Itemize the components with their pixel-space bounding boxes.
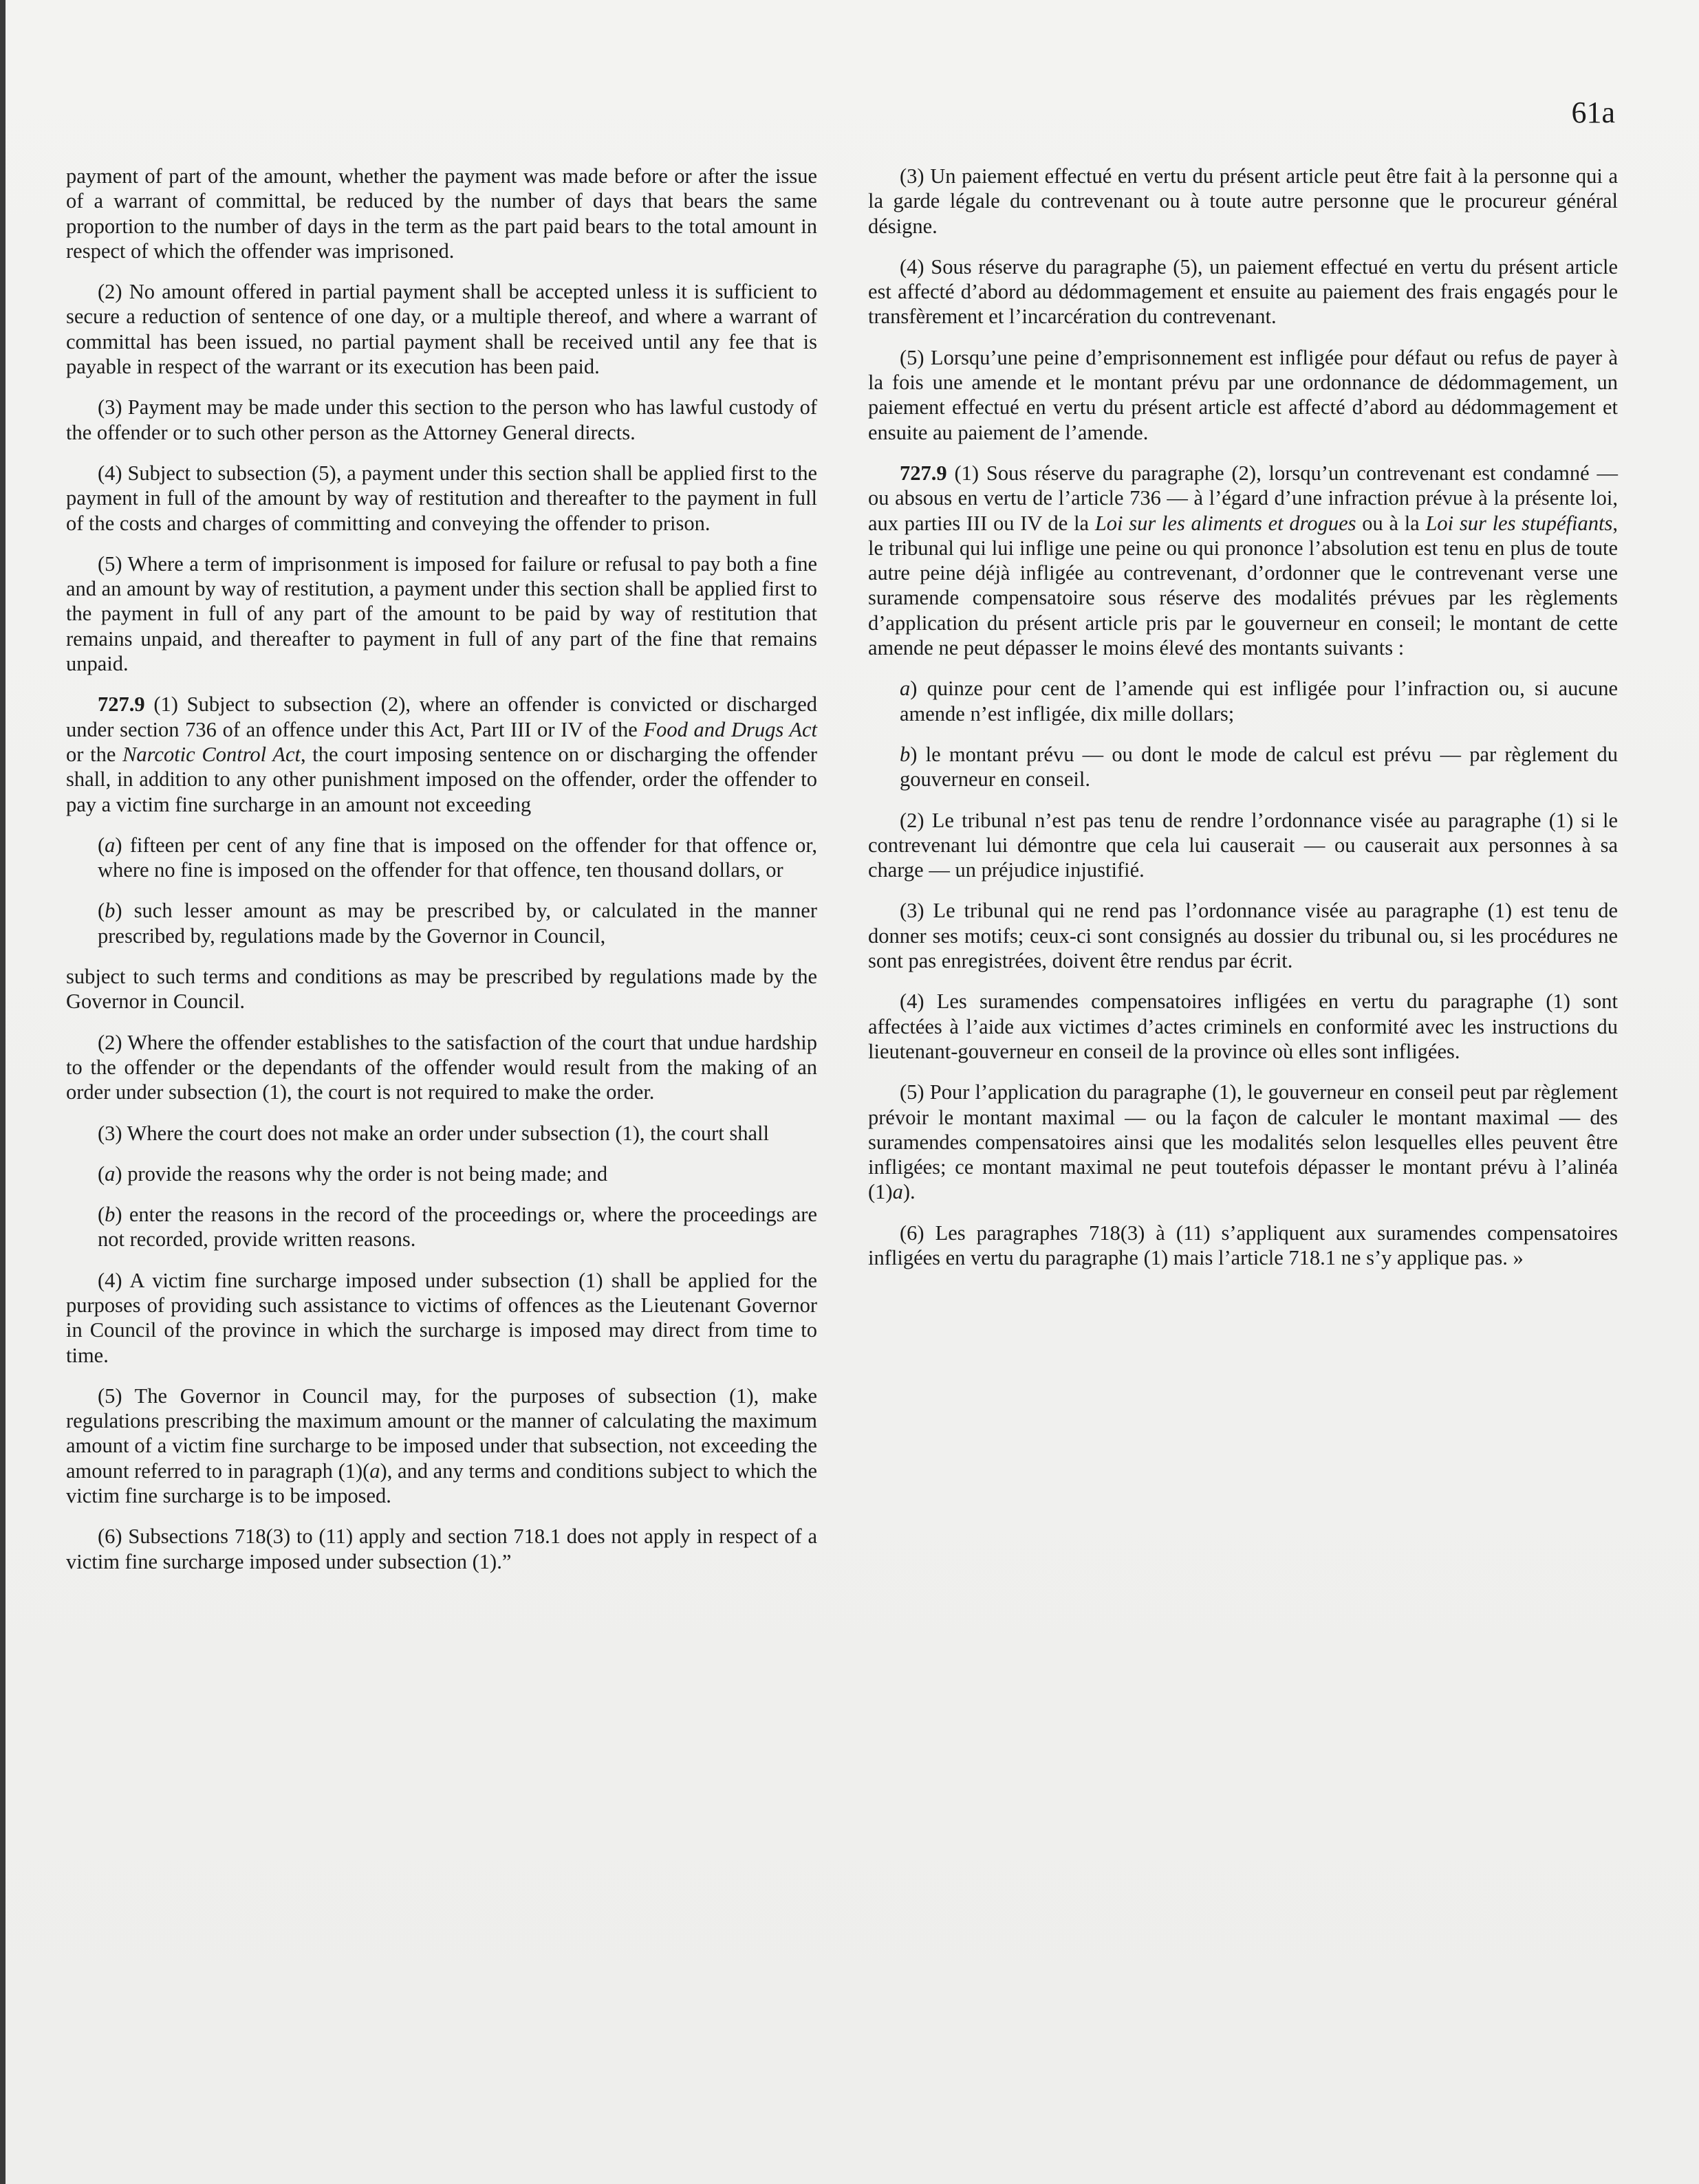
section-text: ou à la: [1356, 511, 1426, 535]
section-727-9: [868, 461, 1618, 660]
section-number: 727.9: [900, 461, 947, 485]
list-item: b) le montant prévu — ou dont le mode de calcul est prévu — par règlement du gouverneur en conseil.: [900, 742, 1618, 791]
item-label: a: [105, 1161, 116, 1186]
paragraph: (3) Where the court does not make an order under subsection (1), the court shall: [98, 1121, 769, 1145]
paragraph: (6) Subsections 718(3) to (11) apply and section 718.1 does not apply in respect of a victim fine surcharge imposed under subsection (1).”: [66, 1525, 817, 1573]
paragraph: (6) Les paragraphes 718(3) à (11) s’appliquent aux suramendes compensatoires infligées en vertu du paragraphe (1) mais l’article 718.1 ne s’y applique pas. »: [868, 1221, 1618, 1269]
section-727-9: [66, 692, 817, 816]
english-column: [66, 164, 817, 1590]
paragraph: payment of part of the amount, whether the payment was made before or after the issue of a warrant of committal, be reduced by the number of days that bears the same proportion to the number of days in the term as the part paid bears to the total amount in respect of which the offender was imprisoned.: [66, 164, 817, 263]
item-label: b: [900, 742, 911, 766]
act-title: Narcotic Control Act: [122, 742, 301, 766]
scan-edge: [0, 0, 6, 2184]
paragraph: (5) Where a term of imprisonment is imposed for failure or refusal to pay both a fine and an amount by way of restitution, a payment under this section shall be applied first to the payment in full of any part of the amount to be paid by way of restitution that remains unpaid, and thereafter to payment in full of any part of the fine that remains unpaid.: [66, 552, 817, 676]
section-text: (1) Sous réserve du paragraphe (2), lorsqu’un contrevenant est condamné — ou absous en vertu de l’article 736 — à l’égard d’une infraction prévue à la présente loi, aux parties III ou IV de la: [868, 461, 1618, 535]
section-text: (1) Subject to subsection (2), where an offender is convicted or discharged under section 736 of an offence under this Act, Part III or IV of the: [66, 692, 817, 741]
paragraph: (5) The Governor in Council may, for the purposes of subsection (1), make regulations prescribing the maximum amount or the manner of calculating the maximum amount of a victim fine surcharge to be imposed under that subsection, not exceeding the amount referred to in paragraph (1)(a), and any terms and conditions subject to which the victim fine surcharge is to be imposed.: [66, 1384, 817, 1508]
section-text: or the: [66, 742, 123, 766]
list-item: a) quinze pour cent de l’amende qui est infligée pour l’infraction ou, si aucune amende n’est infligée, dix mille dollars;: [900, 677, 1618, 725]
act-title: Loi sur les aliments et drogues: [1094, 511, 1356, 535]
list-item: (b) enter the reasons in the record of the proceedings or, where the proceedings are not recorded, provide written reasons.: [98, 1203, 817, 1252]
paragraph: (2) Where the offender establishes to the satisfaction of the court that undue hardship to the offender or the dependants of the offender would result from the making of an order under subsection (1), the court is not required to make the order.: [66, 1030, 817, 1104]
page-number: 61a: [1571, 96, 1615, 129]
paragraph: (4) Sous réserve du paragraphe (5), un paiement effectué en vertu du présent article est affecté d’abord au dédommagement et ensuite au paiement des frais engagés pour le transfèrement et l’incarcération du contrevenant.: [868, 254, 1618, 329]
paragraph: (3) Payment may be made under this section to the person who has lawful custody of the offender or to such other person as the Attorney General directs.: [66, 395, 817, 444]
paragraph: (3) Le tribunal qui ne rend pas l’ordonnance visée au paragraphe (1) est tenu de donner ses motifs; ceux-ci sont consignés au dossier du tribunal ou, si les procédures ne sont pas enregistrées, doivent être rendus par écrit.: [868, 899, 1618, 973]
item-label: b: [105, 1203, 116, 1227]
item-label: a: [105, 833, 116, 857]
paragraph: (5) Pour l’application du paragraphe (1), le gouverneur en conseil peut par règlement prévoir le montant maximal — ou la façon de calculer le montant maximal — des suramendes compensatoires ainsi que les modalités selon lesquelles elles peuvent être infligées; ce montant maximal ne peut toutefois dépasser le montant prévu à l’alinéa (1)a).: [868, 1080, 1618, 1204]
paragraph: (4) A victim fine surcharge imposed under subsection (1) shall be applied for the purposes of providing such assistance to victims of offences as the Lieutenant Governor in Council of the province in which the surcharge is imposed may direct from time to time.: [66, 1268, 817, 1367]
list-item: (b) such lesser amount as may be prescribed by, or calculated in the manner prescribed by, regulations made by the Governor in Council,: [98, 899, 817, 948]
list-item: (a) fifteen per cent of any fine that is imposed on the offender for that offence or, where no fine is imposed on the offender for that offence, ten thousand dollars, or: [98, 833, 817, 882]
act-title: Loi sur les stupéfiants: [1425, 511, 1613, 535]
paragraph: subject to such terms and conditions as may be prescribed by regulations made by the Governor in Council.: [66, 965, 817, 1014]
item-label: b: [105, 899, 116, 923]
french-column: [868, 164, 1618, 1286]
paragraph: (2) No amount offered in partial payment shall be accepted unless it is sufficient to secure a reduction of sentence of one day, or a multiple thereof, and where a warrant of committal has been issued, no partial payment shall be received until any fee that is payable in respect of the warrant or its execution has been paid.: [66, 280, 817, 379]
list-item: (a) provide the reasons why the order is not being made; and: [98, 1161, 608, 1186]
paragraph: (4) Les suramendes compensatoires infligées en vertu du paragraphe (1) sont affectées à l’aide aux victimes d’actes criminels en conformité avec les instructions du lieutenant-gouverneur en conseil de la province où elles sont infligées.: [868, 990, 1618, 1063]
paragraph: (3) Un paiement effectué en vertu du présent article peut être fait à la personne qui a la garde légale du contrevenant ou à toute autre personne que le procureur général désigne.: [868, 164, 1618, 238]
section-text: , the court imposing sentence on or discharging the offender shall, in addition to any other punishment imposed on the offender, order the offender to pay a victim fine surcharge in an amount not exceeding: [66, 742, 817, 816]
paragraph: (5) Lorsqu’une peine d’emprisonnement est infligée pour défaut ou refus de payer à la fois une amende et le montant prévu par une ordonnance de dédommagement, un paiement effectué en vertu du présent article est affecté d’abord au dédommagement et ensuite au paiement de l’amende.: [868, 345, 1618, 444]
section-text: , le tribunal qui lui inflige une peine ou qui prononce l’absolution est tenu en plus de toute autre peine déjà infligée au contrevenant, d’ordonner que le contrevenant verse une suramende compensatoire sous réserve des modalités prévues par les règlements d’application du présent article pris par le gouverneur en conseil; le montant de cette amende ne peut dépasser le moins élevé des montants suivants :: [868, 511, 1618, 660]
act-title: Food and Drugs Act: [643, 717, 817, 741]
paragraph: (2) Le tribunal n’est pas tenu de rendre l’ordonnance visée au paragraphe (1) si le contrevenant lui démontre que cela lui causerait — ou causerait aux personnes à sa charge — un préjudice injustifié.: [868, 808, 1618, 882]
paragraph: (4) Subject to subsection (5), a payment under this section shall be applied first to the payment in full of the amount by way of restitution and thereafter to the payment in full of the costs and charges of committing and conveying the offender to prison.: [66, 461, 817, 535]
section-number: 727.9: [98, 692, 145, 717]
item-label: a: [900, 677, 911, 701]
